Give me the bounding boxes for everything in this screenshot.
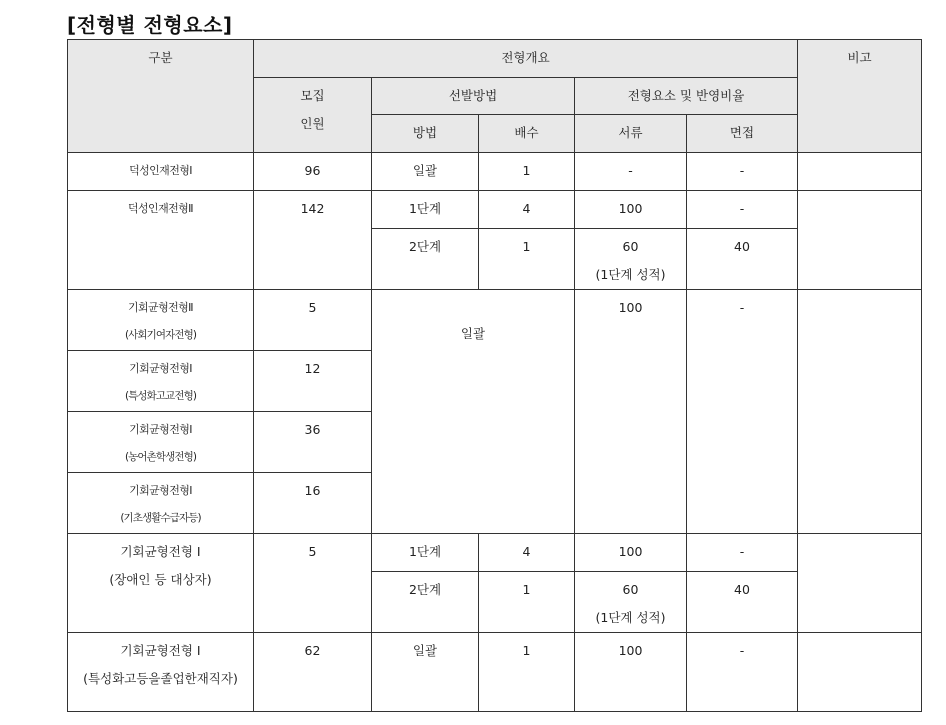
header-overview: 전형개요: [254, 40, 798, 78]
header-selection: 선발방법: [372, 78, 575, 115]
table-row: [68, 153, 922, 191]
row-multiple: 1: [479, 572, 575, 633]
row-note: [798, 290, 922, 534]
row-name: 덕성인재전형Ⅱ: [68, 191, 254, 290]
admission-elements-table: [67, 39, 922, 712]
row-count: 62: [254, 633, 372, 712]
row-note: [798, 534, 922, 633]
row-name: 기회균형전형Ⅰ (기초생활수급자등): [68, 473, 254, 534]
header-method: 방법: [372, 115, 479, 153]
row-note: [798, 153, 922, 191]
row-name: 기회균형전형Ⅰ (특성화고교전형): [68, 351, 254, 412]
header-note: 비고: [798, 40, 922, 153]
header-documents: 서류: [575, 115, 687, 153]
table-row: [68, 534, 922, 572]
row-interview: -: [687, 633, 798, 712]
table-row: [68, 290, 922, 351]
row-multiple: 4: [479, 534, 575, 572]
table-row: [68, 191, 922, 229]
row-method: 2단계: [372, 229, 479, 290]
page-title: [전형별 전형요소]: [67, 13, 233, 37]
row-name: 기회균형전형Ⅱ (사회기여자전형): [68, 290, 254, 351]
group-method: 일괄: [372, 290, 575, 534]
header-elements: 전형요소 및 반영비율: [575, 78, 798, 115]
row-interview: 40: [687, 572, 798, 633]
header-interview: 면접: [687, 115, 798, 153]
table-row: [68, 633, 922, 712]
row-docs: 100: [575, 534, 687, 572]
row-count: 142: [254, 191, 372, 290]
row-interview: 40: [687, 229, 798, 290]
row-interview: -: [687, 534, 798, 572]
row-multiple: 4: [479, 191, 575, 229]
row-docs: 60 (1단계 성적): [575, 572, 687, 633]
row-count: 96: [254, 153, 372, 191]
row-interview: -: [687, 191, 798, 229]
row-method: 1단계: [372, 191, 479, 229]
row-name: 덕성인재전형Ⅰ: [68, 153, 254, 191]
header-gubun: 구분: [68, 40, 254, 153]
row-count: 16: [254, 473, 372, 534]
row-method: 2단계: [372, 572, 479, 633]
row-count: 12: [254, 351, 372, 412]
row-method: 일괄: [372, 633, 479, 712]
row-docs: -: [575, 153, 687, 191]
row-name: 기회균형전형 Ⅰ (특성화고등을졸업한재직자): [68, 633, 254, 712]
row-method: 1단계: [372, 534, 479, 572]
row-multiple: 1: [479, 153, 575, 191]
group-docs: 100: [575, 290, 687, 534]
row-multiple: 1: [479, 633, 575, 712]
row-method: 일괄: [372, 153, 479, 191]
row-note: [798, 633, 922, 712]
header-recruit: 모집 인원: [254, 78, 372, 153]
row-count: 5: [254, 290, 372, 351]
row-interview: -: [687, 153, 798, 191]
row-multiple: 1: [479, 229, 575, 290]
row-docs: 100: [575, 191, 687, 229]
row-note: [798, 191, 922, 290]
group-interview: -: [687, 290, 798, 534]
header-multiple: 배수: [479, 115, 575, 153]
row-docs: 100: [575, 633, 687, 712]
row-count: 5: [254, 534, 372, 633]
row-count: 36: [254, 412, 372, 473]
row-name: 기회균형전형 Ⅰ (장애인 등 대상자): [68, 534, 254, 633]
row-docs: 60 (1단계 성적): [575, 229, 687, 290]
row-name: 기회균형전형Ⅰ (농어촌학생전형): [68, 412, 254, 473]
